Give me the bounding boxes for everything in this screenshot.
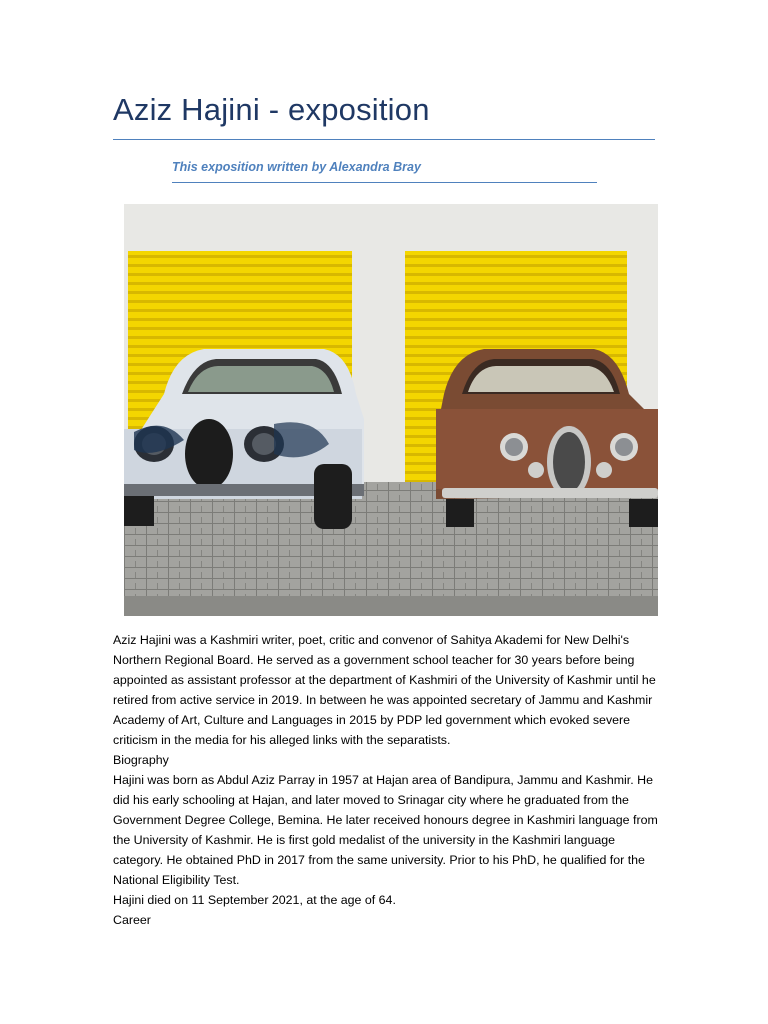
intro-paragraph: Aziz Hajini was a Kashmiri writer, poet, critic and convenor of Sahitya Akademi for New Delhi's Northern Regional Board. He served as a government school teacher for 30 years before being appointed as assistant professor at the department of Kashmiri of the University of Kashmir until he retired from active service in 2019. In between he was appointed secretary of Jammu and Kashmir Academy of Art, Culture and Languages in 2015 by PDP led government which evoked severe criticism in the media for his alleged links with the separatists.	[113, 633, 656, 747]
title-underline	[113, 139, 655, 140]
subtitle-underline	[172, 182, 597, 183]
document-subtitle: This exposition written by Alexandra Bray	[172, 160, 421, 174]
section-heading-biography: Biography	[113, 753, 169, 767]
pavement	[124, 482, 658, 616]
section-heading-career: Career	[113, 913, 151, 927]
biography-paragraph: Hajini was born as Abdul Aziz Parray in 1957 at Hajan area of Bandipura, Jammu and Kashmir. He did his early schooling at Hajan, and later moved to Srinagar city where he graduated from the Government Degree College, Bemina. He later received honours degree in Kashmiri language from the University of Kashmir. He is first gold medalist of the university in the Kashmiri language category. He obtained PhD in 2017 from the same university. Prior to his PhD, he qualified for the National Eligibility Test.	[113, 773, 658, 887]
death-paragraph: Hajini died on 11 September 2021, at the age of 64.	[113, 893, 396, 907]
article-body	[113, 630, 663, 930]
document-title: Aziz Hajini - exposition	[113, 92, 430, 127]
vintage-cars-photo	[124, 204, 658, 616]
